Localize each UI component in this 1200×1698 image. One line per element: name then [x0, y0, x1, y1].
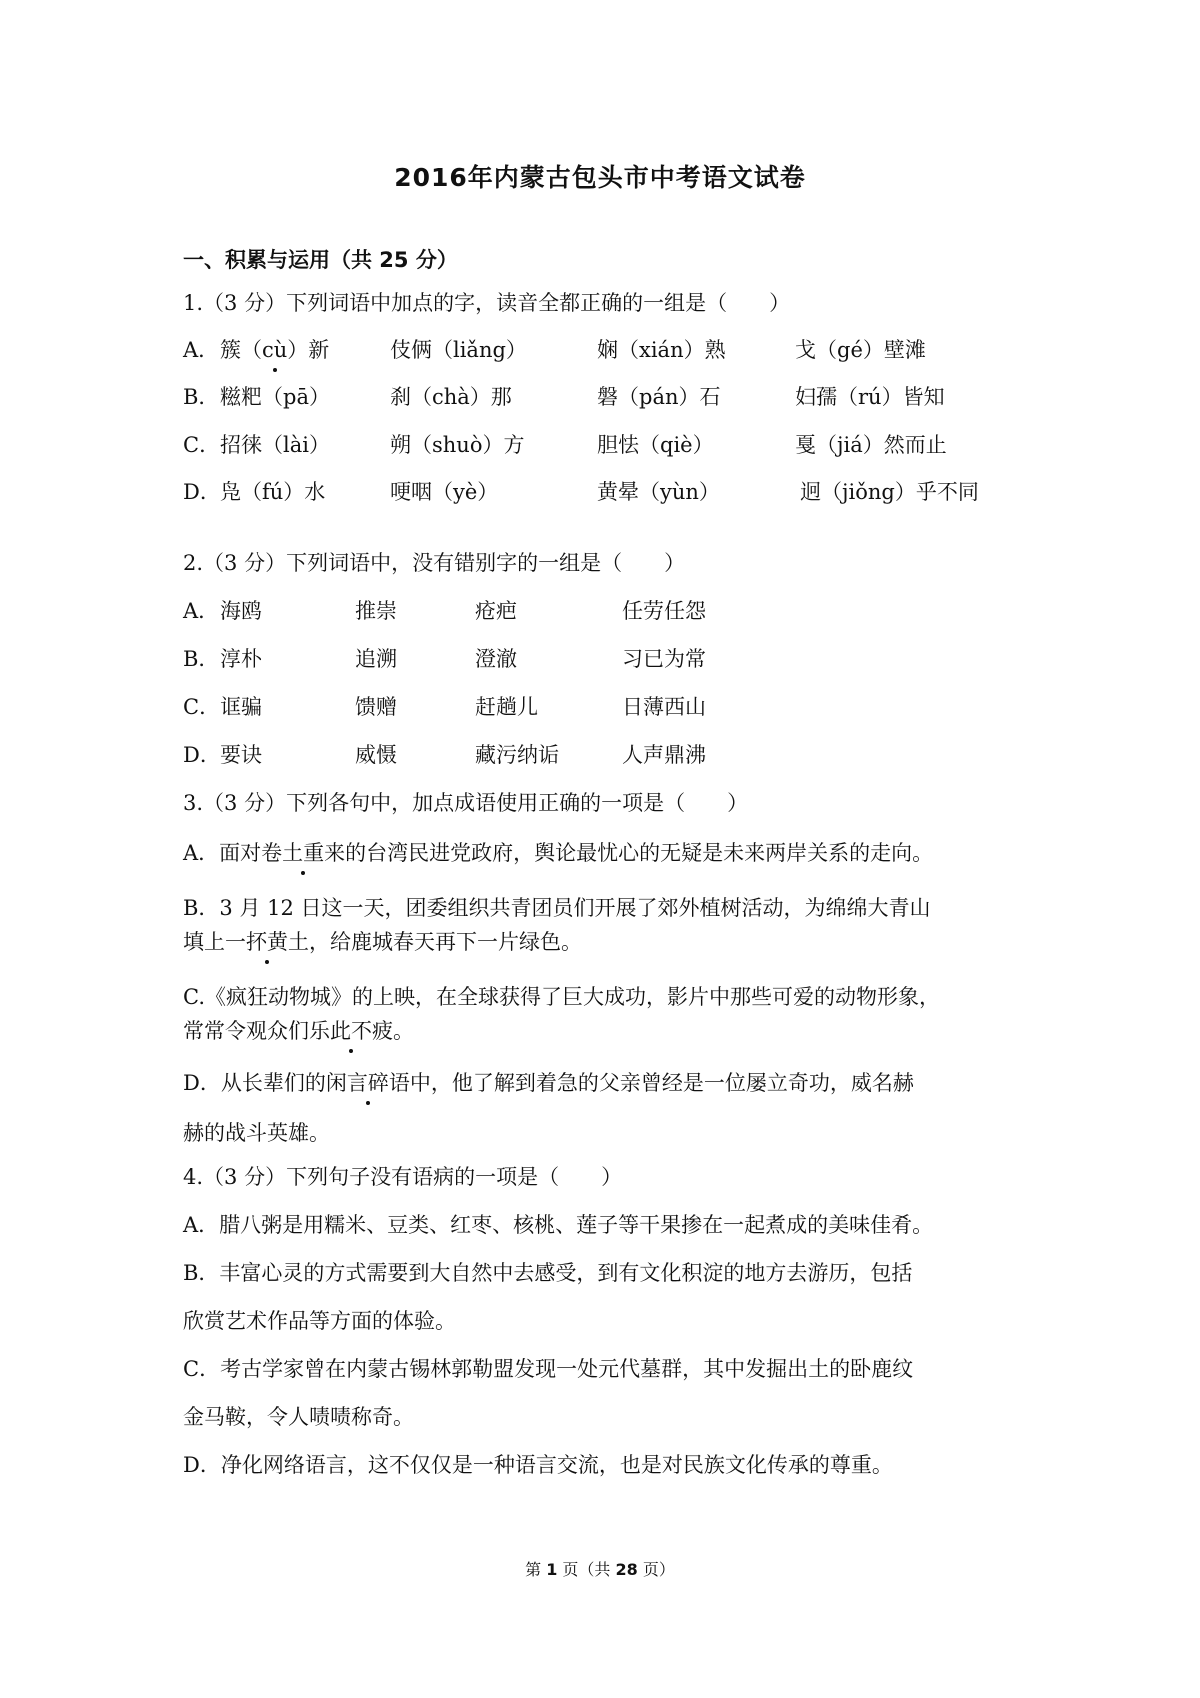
- option-item: 日薄西山: [622, 695, 706, 719]
- option-c-line-1: C．考古学家曾在内蒙古锡林郭勒盟发现一处元代墓群，其中发掘出土的卧鹿纹: [183, 1357, 914, 1381]
- option-label: C．: [183, 433, 221, 457]
- option-item: 戛（jiá）然而止: [795, 433, 947, 457]
- option-item: 哽咽（yè）: [390, 480, 499, 504]
- option-a: A．腊八粥是用糯米、豆类、红枣、核桃、莲子等干果掺在一起煮成的美味佳肴。: [183, 1213, 934, 1237]
- option-item: 藏污纳诟: [475, 743, 559, 767]
- option-item: 淳朴: [220, 647, 262, 671]
- option-item: 人声鼎沸: [622, 743, 706, 767]
- option-label: B．: [183, 647, 220, 671]
- option-c-line-2: 常常令观众们乐此不疲。: [183, 1016, 414, 1046]
- option-item: 妇孺（rú）皆知: [795, 385, 945, 409]
- option-item: 要诀: [220, 743, 262, 767]
- option-item: 糍粑（pā）: [220, 385, 330, 409]
- option-b-line-1: B．丰富心灵的方式需要到大自然中去感受，到有文化积淀的地方去游历，包括: [183, 1261, 913, 1285]
- option-item: 馈赠: [355, 695, 397, 719]
- option-c-line-2: 金马鞍，令人啧啧称奇。: [183, 1405, 414, 1429]
- emphasis-dots: 卷土重来: [261, 838, 345, 868]
- option-b-line-1: B．3 月 12 日这一天，团委组织共青团员们开展了郊外植树活动，为绵绵大青山: [183, 896, 931, 920]
- emphasis-dots: 闲言碎语: [326, 1068, 410, 1098]
- option-label: C．: [183, 695, 221, 719]
- option-item: 疮疤: [475, 599, 517, 623]
- option-item: 簇（cù）新: [220, 335, 329, 365]
- option-b-line-2: 欣赏艺术作品等方面的体验。: [183, 1309, 456, 1333]
- section-heading: 一、积累与运用（共 25 分）: [183, 248, 458, 272]
- option-a: A．面对卷土重来的台湾民进党政府，舆论最忧心的无疑是未来两岸关系的走向。: [183, 838, 933, 868]
- option-item: 推崇: [355, 599, 397, 623]
- page-title: 2016年内蒙古包头市中考语文试卷: [394, 163, 806, 192]
- option-label: A．: [183, 599, 220, 623]
- option-item: 迥（jiǒng）乎不同: [800, 480, 979, 504]
- page-footer: 第 1 页（共 28 页）: [525, 1560, 675, 1579]
- option-item: 娴（xián）熟: [597, 338, 726, 362]
- option-item: 诓骗: [220, 695, 262, 719]
- option-item: 赶趟儿: [475, 695, 538, 719]
- option-item: 戈（gé）壁滩: [795, 338, 926, 362]
- option-item: 威慑: [355, 743, 397, 767]
- option-item: 澄澈: [475, 647, 517, 671]
- option-item: 黄晕（yùn）: [597, 480, 720, 504]
- option-d-line-1: D．从长辈们的闲言碎语中，他了解到着急的父亲曾经是一位屡立奇功，威名赫: [183, 1068, 914, 1098]
- option-item: 伎俩（liǎng）: [390, 338, 527, 362]
- option-item: 任劳任怨: [622, 599, 706, 623]
- question-3-stem: 3.（3 分）下列各句中，加点成语使用正确的一项是（ ）: [183, 791, 749, 815]
- option-item: 凫（fú）水: [220, 480, 326, 504]
- question-1-stem: 1.（3 分）下列词语中加点的字，读音全都正确的一组是（ ）: [183, 291, 791, 315]
- option-item: 习已为常: [622, 647, 706, 671]
- option-label: D．: [183, 743, 221, 767]
- question-2-stem: 2.（3 分）下列词语中，没有错别字的一组是（ ）: [183, 551, 686, 575]
- option-c-line-1: C.《疯狂动物城》的上映，在全球获得了巨大成功，影片中那些可爱的动物形象，: [183, 985, 940, 1009]
- option-label: D．: [183, 480, 221, 504]
- option-d-line-2: 赫的战斗英雄。: [183, 1121, 330, 1145]
- option-item: 追溯: [355, 647, 397, 671]
- page-total: 28: [615, 1560, 638, 1579]
- option-label: A．: [183, 338, 220, 362]
- option-b-line-2: 填上一抔黄土，给鹿城春天再下一片绿色。: [183, 927, 582, 957]
- emphasis-dots: 乐此不疲: [309, 1016, 393, 1046]
- option-item: 磐（pán）石: [597, 385, 721, 409]
- option-item: 朔（shuò）方: [390, 433, 525, 457]
- option-label: B．: [183, 385, 220, 409]
- emphasis-dots: 一抔黄土: [225, 927, 309, 957]
- page-number: 1: [546, 1560, 558, 1579]
- option-item: 胆怯（qiè）: [597, 433, 714, 457]
- option-item: 海鸥: [220, 599, 262, 623]
- question-4-stem: 4.（3 分）下列句子没有语病的一项是（ ）: [183, 1165, 623, 1189]
- option-item: 招徕（lài）: [220, 433, 330, 457]
- option-item: 刹（chà）那: [390, 385, 512, 409]
- option-d: D．净化网络语言，这不仅仅是一种语言交流，也是对民族文化传承的尊重。: [183, 1453, 893, 1477]
